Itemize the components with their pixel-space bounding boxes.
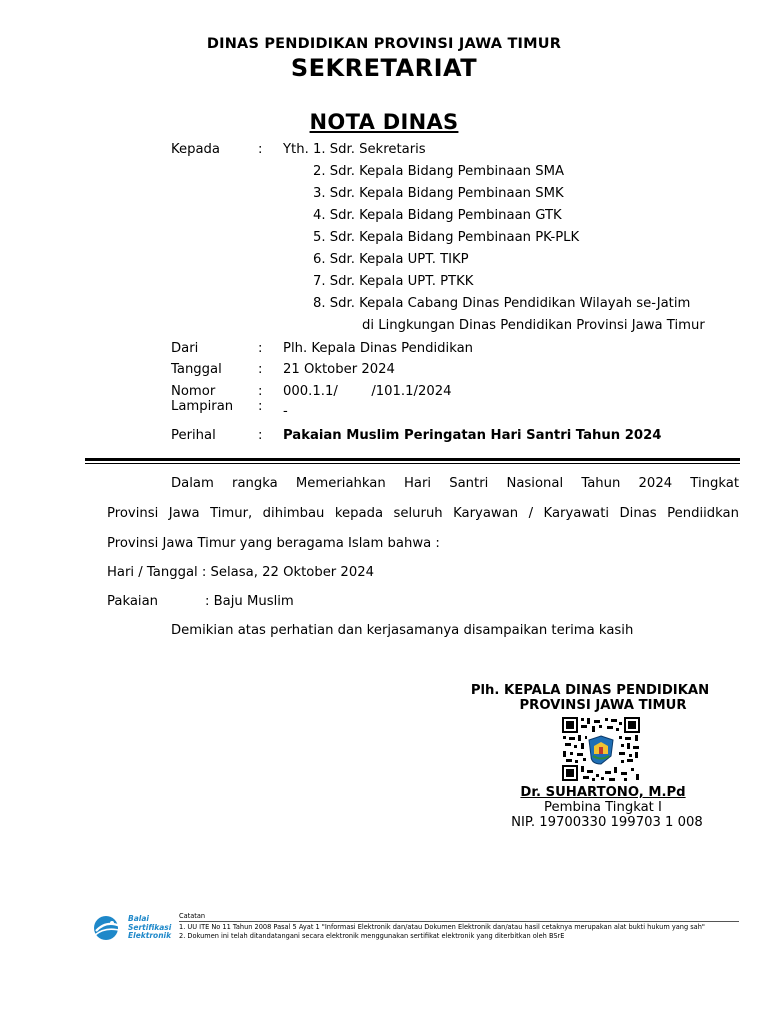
qr-code-icon xyxy=(561,716,641,782)
hari-tanggal-line: Hari / Tanggal : Selasa, 22 Oktober 2024 xyxy=(107,565,374,580)
recipient-2: 2. Sdr. Kepala Bidang Pembinaan SMA xyxy=(313,164,565,179)
recipient-5: 5. Sdr. Kepala Bidang Pembinaan PK-PLK xyxy=(313,230,580,245)
kepada-label: Kepada xyxy=(171,142,221,157)
kepada-colon: : xyxy=(258,142,263,157)
footer-note-1: 1. UU ITE No 11 Tahun 2008 Pasal 5 Ayat 1 "Informasi Elektronik dan/atau Dokumen Elektronik dan/atau hasil cetaknya merupakan alat bukti hukum yang sah" xyxy=(179,923,705,931)
footer-note-2: 2. Dokumen ini telah ditandatangani secara elektronik menggunakan sertifikat elektronik yang diterbitkan oleh BSrE xyxy=(179,932,565,940)
lampiran-label: Lampiran xyxy=(171,399,234,414)
recipient-8: 8. Sdr. Kepala Cabang Dinas Pendidikan Wilayah se-Jatim xyxy=(313,296,691,311)
signatory-nip: NIP. 19700330 199703 1 008 xyxy=(511,815,703,830)
dari-label: Dari xyxy=(171,341,199,356)
nomor-colon: : xyxy=(258,384,263,399)
tanggal-colon: : xyxy=(258,362,263,377)
perihal-colon: : xyxy=(258,428,263,443)
bsre-logo-icon xyxy=(90,914,128,942)
bsre-logo-text: Balai Sertifikasi Elektronik xyxy=(128,914,172,940)
header-divider-thin xyxy=(85,463,740,464)
footer-catatan: Catatan xyxy=(179,912,206,920)
document-title: NOTA DINAS xyxy=(309,110,459,134)
agency-name: DINAS PENDIDIKAN PROVINSI JAWA TIMUR xyxy=(206,36,562,52)
pakaian-label: Pakaian xyxy=(107,594,159,609)
recipient-3: 3. Sdr. Kepala Bidang Pembinaan SMK xyxy=(313,186,564,201)
signatory-name: Dr. SUHARTONO, M.Pd xyxy=(520,785,686,800)
closing-line: Demikian atas perhatian dan kerjasamanya disampaikan terima kasih xyxy=(171,623,634,638)
lampiran-colon: : xyxy=(258,399,263,414)
footer-divider xyxy=(179,921,739,922)
nomor-value: 000.1.1/ /101.1/2024 xyxy=(283,384,452,399)
pakaian-value: : Baju Muslim xyxy=(205,594,294,609)
nomor-label: Nomor xyxy=(171,384,216,399)
body-line-2: Provinsi Jawa Timur, dihimbau kepada seluruh Karyawan / Karyawati Dinas Pendiidkan xyxy=(107,506,739,521)
lampiran-value: - xyxy=(283,404,288,419)
body-line-3: Provinsi Jawa Timur yang beragama Islam bahwa : xyxy=(107,536,440,551)
tanggal-value: 21 Oktober 2024 xyxy=(283,362,395,377)
division-name: SEKRETARIAT xyxy=(290,54,478,82)
signatory-title-2: PROVINSI JAWA TIMUR xyxy=(519,698,687,713)
recipient-7: 7. Sdr. Kepala UPT. PTKK xyxy=(313,274,474,289)
body-line-1: Dalam rangka Memeriahkan Hari Santri Nasional Tahun 2024 Tingkat xyxy=(171,476,739,491)
perihal-value: Pakaian Muslim Peringatan Hari Santri Tahun 2024 xyxy=(283,428,662,443)
recipient-scope: di Lingkungan Dinas Pendidikan Provinsi Jawa Timur xyxy=(362,318,705,333)
recipient-4: 4. Sdr. Kepala Bidang Pembinaan GTK xyxy=(313,208,562,223)
signatory-title-1: Plh. KEPALA DINAS PENDIDIKAN xyxy=(470,683,710,698)
perihal-label: Perihal xyxy=(171,428,216,443)
recipient-6: 6. Sdr. Kepala UPT. TIKP xyxy=(313,252,469,267)
recipient-1: Yth. 1. Sdr. Sekretaris xyxy=(283,142,426,157)
header-divider-thick xyxy=(85,458,740,461)
dari-colon: : xyxy=(258,341,263,356)
signatory-rank: Pembina Tingkat I xyxy=(544,800,662,815)
tanggal-label: Tanggal xyxy=(171,362,222,377)
dari-value: Plh. Kepala Dinas Pendidikan xyxy=(283,341,474,356)
